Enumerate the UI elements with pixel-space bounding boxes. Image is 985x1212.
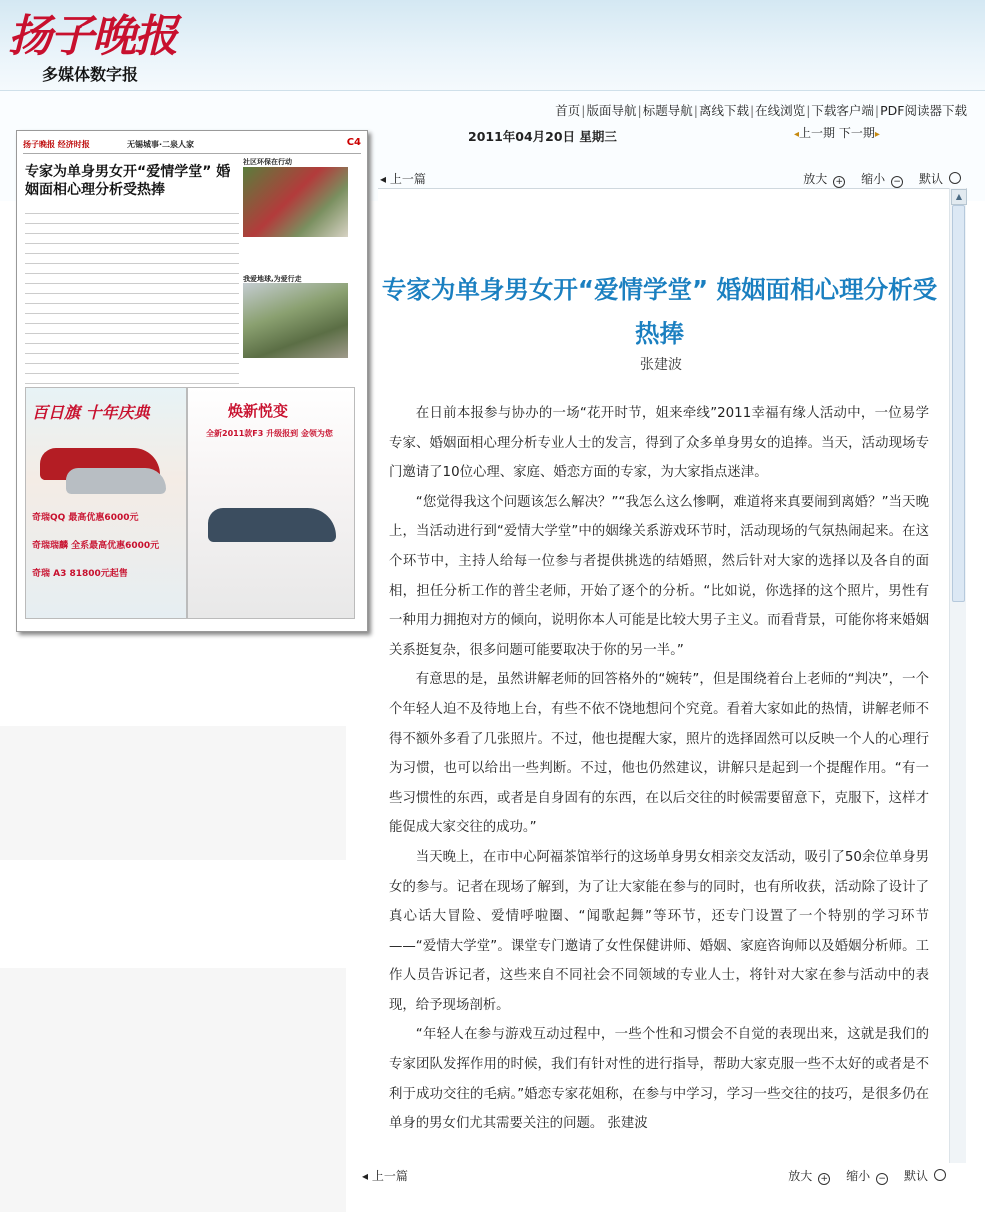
background-block	[0, 968, 346, 1212]
nav-pdf-reader-download[interactable]: PDF阅读器下载	[880, 103, 967, 118]
left-arrow-icon: ◂	[362, 1169, 372, 1183]
text-line	[25, 313, 239, 314]
default-size-label: 默认	[918, 172, 943, 186]
zoom-in-label: 放大	[788, 1169, 813, 1183]
thumbnail-photo-caption: 我爱地球,为爱行走	[243, 275, 302, 283]
previous-article-label: 上一篇	[389, 172, 426, 186]
text-line	[25, 303, 239, 304]
thumbnail-paper-name: 扬子晚报 经济时报	[23, 140, 90, 149]
article-paragraph: 有意思的是，虽然讲解老师的回答格外的“婉转”，但是围绕着台上老师的“判决”，一个个年轻人迫不及待地上台，有些不依不饶地想问个究竟。看着大家如此的热情，讲解老师不得不额外多看了几张照片。不过，他也提醒大家，照片的选择固然可以反映一个人的心理行为习惯，也可以给出一些判断。不过，他也仍然建议，讲解只是起到一个提醒作用。“有一些习惯性的东西，或者是自身固有的东西，在以后交往的时候需要留意下，克服下，这样才能促成大家交往的成功。”	[389, 672, 929, 836]
article-paragraph: “年轻人在参与游戏互动过程中，一些个性和习惯会不自觉的表现出来，这就是我们的专家团队发挥作用的时候，我们有针对性的进行指导，帮助大家克服一些不太好的或者是不利于成功交往的毛病。”婚恋专家花姐称，在参与中学习，学习一些交往的技巧，是很多仍在单身的男女们尤其需要关注的问题。 张建波	[389, 1027, 929, 1132]
ad-text: 奇瑞瑞麟 全系最高优惠6000元	[32, 541, 160, 551]
circle-icon	[949, 172, 961, 184]
header-banner	[0, 0, 985, 91]
thumbnail-photo	[243, 283, 348, 358]
thumbnail-page-number: C4	[346, 137, 361, 148]
scroll-up-icon[interactable]: ▲	[951, 189, 967, 205]
article-paragraph: 在日前本报参与协办的一场“花开时节，姐来牵线”2011幸福有缘人活动中，一位易学专家、婚姻面相心理分析专业人士的发言，得到了众多单身男女的追捧。当天，活动现场专门邀请了10位心理、家庭、婚恋方面的专家，为大家指点迷津。	[389, 406, 929, 481]
minus-icon: −	[876, 1173, 888, 1185]
nav-client-download[interactable]: 下载客户端	[811, 103, 874, 118]
nav-separator: |	[749, 103, 755, 118]
text-line	[25, 233, 239, 234]
text-line	[25, 353, 239, 354]
zoom-out-label: 缩小	[861, 172, 886, 186]
top-navigation	[555, 101, 967, 119]
newspaper-logo[interactable]: 扬子晚报	[8, 11, 176, 62]
previous-article-link[interactable]	[380, 170, 426, 187]
zoom-out-label: 缩小	[846, 1169, 871, 1183]
text-line	[25, 223, 239, 224]
nav-home[interactable]: 首页	[555, 103, 581, 118]
text-line	[25, 363, 239, 364]
text-line	[25, 383, 239, 384]
zoom-out-button[interactable]	[855, 172, 903, 186]
car-image	[66, 468, 166, 494]
thumbnail-header	[23, 137, 361, 154]
ad-text: 奇瑞QQ 最高优惠6000元	[32, 513, 139, 523]
text-line	[25, 213, 239, 214]
zoom-controls	[776, 1167, 946, 1185]
default-size-button[interactable]	[898, 1169, 946, 1183]
zoom-in-button[interactable]	[797, 172, 845, 186]
left-arrow-icon: ◂	[380, 172, 390, 186]
text-line	[25, 343, 239, 344]
car-advertisement[interactable]	[25, 387, 187, 619]
nav-offline-download[interactable]: 离线下载	[698, 103, 749, 118]
previous-issue-link[interactable]: 上一期	[799, 126, 836, 140]
thumbnail-photo-caption: 社区环保在行动	[243, 158, 292, 166]
article-author: 张建波	[640, 357, 682, 373]
right-arrow-icon: ▸	[874, 129, 880, 140]
text-line	[25, 373, 239, 374]
car-advertisement[interactable]	[187, 387, 355, 619]
nav-separator: |	[693, 103, 698, 118]
ad-text: 奇瑞 A3 81800元起售	[32, 569, 128, 579]
article-scrollbar[interactable]	[949, 188, 966, 1163]
left-arrow-icon: ◂	[794, 129, 800, 140]
site-subtitle: 多媒体数字报	[42, 65, 139, 84]
ad-title: 百日旗 十年庆典	[32, 403, 150, 422]
text-line	[25, 243, 239, 244]
text-line	[25, 253, 239, 254]
text-line	[25, 263, 239, 264]
article-paragraph: “您觉得我这个问题该怎么解决？”“我怎么这么惨啊，难道将来真要闹到离婚？”当天晚上，当活动进行到“爱情大学堂”中的姻缘关系游戏环节时，活动现场的气氛热闹起来。在这个环节中，主持人给每一位参与者提供挑选的结婚照，然后针对大家的选择以及各自的面相，担任分析工作的普尘老师，开始了逐个的分析。“比如说，你选择的这个照片，男性有一种用力拥抱对方的倾向，说明你本人可能是比较大男子主义。而看背景，可能你将来婚姻关系挺复杂，很多问题可能要取决于你的另一半。”	[389, 494, 929, 658]
ad-title: 焕新悦变	[228, 402, 289, 420]
issue-date: 2011年04月20日 星期三	[468, 129, 617, 144]
article-body	[389, 399, 929, 1139]
article-paragraph: 当天晚上，在市中心阿福茶馆举行的这场单身男女相亲交友活动，吸引了50余位单身男女的参与。记者在现场了解到，为了让大家能在参与的同时，也有所收获，活动除了设计了真心话大冒险、爱情呼啦圈、“闻歌起舞”等环节，还专门设置了一个特别的学习环节——“爱情大学堂”。课堂专门邀请了女性保健讲师、婚姻、家庭咨询师以及婚姻分析师。工作人员告诉记者，这些来自不同社会不同领域的专业人士，将针对大家在参与活动中的表现，给予现场剖析。	[389, 849, 929, 1013]
article-toolbar-bottom	[360, 1163, 952, 1185]
scrollbar-thumb[interactable]	[952, 205, 965, 602]
plus-icon: +	[818, 1173, 830, 1185]
text-line	[25, 323, 239, 324]
article-title: 专家为单身男女开“爱情学堂” 婚姻面相心理分析受热捧	[381, 275, 938, 348]
nav-separator: |	[874, 103, 880, 118]
nav-title-navigation[interactable]: 标题导航	[642, 103, 693, 118]
article-toolbar	[378, 166, 967, 188]
previous-article-link[interactable]	[362, 1167, 408, 1184]
issue-navigation	[794, 124, 880, 141]
previous-article-label: 上一篇	[371, 1169, 408, 1183]
thumbnail-photo	[243, 167, 348, 237]
plus-icon: +	[833, 176, 845, 188]
nav-online-browse[interactable]: 在线浏览	[755, 103, 806, 118]
text-line	[25, 293, 239, 294]
default-size-label: 默认	[903, 1169, 928, 1183]
minus-icon: −	[891, 176, 903, 188]
nav-separator: |	[581, 103, 586, 118]
nav-separator: |	[637, 103, 642, 118]
next-issue-link[interactable]: 下一期	[838, 126, 875, 140]
page-thumbnail[interactable]	[16, 130, 368, 632]
background-block	[0, 726, 346, 860]
text-line	[25, 283, 239, 284]
zoom-in-button[interactable]	[782, 1169, 830, 1183]
thumbnail-section: 无锡城事·二泉人家	[127, 140, 195, 149]
zoom-controls	[791, 170, 961, 188]
car-image	[208, 508, 336, 542]
zoom-in-label: 放大	[803, 172, 828, 186]
zoom-out-button[interactable]	[840, 1169, 888, 1183]
nav-separator: |	[806, 103, 811, 118]
nav-page-navigation[interactable]: 版面导航	[586, 103, 637, 118]
text-line	[25, 273, 239, 274]
default-size-button[interactable]	[913, 172, 961, 186]
ad-text: 全新2011款F3 升级报到 金领为您	[206, 429, 333, 438]
circle-icon	[934, 1169, 946, 1181]
text-line	[25, 333, 239, 334]
thumbnail-headline[interactable]: 专家为单身男女开“爱情学堂” 婚姻面相心理分析受热捧	[25, 164, 231, 198]
